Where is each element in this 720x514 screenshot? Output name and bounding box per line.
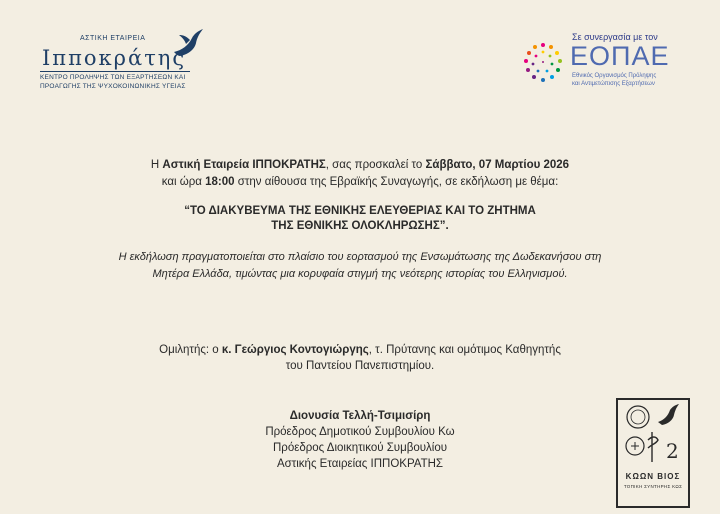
logo-divider (40, 71, 190, 72)
description-line-2: Μητέρα Ελλάδα, τιμώντας μια κορυφαία στιγμή της νεότερης ιστορίας του Ελληνισμού. (152, 268, 568, 280)
eopae-desc-1: Εθνικός Οργανισμός Πρόληψης (572, 73, 657, 79)
inv-date: Σάββατο, 07 Μαρτίου 2026 (425, 159, 570, 171)
inv-l1-a: Η (150, 159, 163, 171)
stamp-emblem-icon (618, 400, 688, 470)
inv-l1-c: , σας προσκαλεί το (325, 159, 426, 171)
logo-sub-line-2: ΠΡΟΑΓΩΓΗΣ ΤΗΣ ΨΥΧΟΚΟΙΝΩΝΙΚΗΣ ΥΓΕΙΑΣ (40, 83, 186, 90)
inv-l2-c: στην αίθουσα της Εβραϊκής Συναγωγής, σε εκδήλωση με θέμα: (234, 176, 559, 188)
event-title-line-2: ΤΗΣ ΕΘΝΙΚΗΣ ΟΛΟΚΛΗΡΩΣΗΣ”. (271, 220, 449, 232)
logo-sub-line-1: ΚΕΝΤΡΟ ΠΡΟΛΗΨΗΣ ΤΩΝ ΕΞΑΡΤΗΣΕΩΝ ΚΑΙ (40, 74, 186, 81)
invitation-line-1 (0, 157, 720, 173)
signature-role-1: Πρόεδρος Δημοτικού Συμβουλίου Κω (265, 426, 455, 438)
speaker-name: κ. Γεώργιος Κοντογιώργης (221, 344, 369, 356)
speaker-line-2: του Παντείου Πανεπιστημίου. (285, 360, 435, 372)
speaker-line-1 (0, 342, 720, 358)
inv-l2-a: και ώρα (161, 176, 206, 188)
eopae-logo (520, 32, 690, 92)
eopae-name: ΕΟΠΑΕ (570, 41, 670, 71)
koon-bios-stamp (616, 398, 690, 508)
eopae-desc-2: και Αντιμετώπισης Εξαρτήσεων (572, 81, 655, 87)
speaker-prefix: Ομιλητής: ο (159, 344, 222, 356)
signature-role-2: Πρόεδρος Διοικητικού Συμβουλίου (272, 442, 448, 454)
stamp-sub: ΤΟΠΙΚΗ ΣΥΝΤΗΡΗΣ ΚΩΣ (623, 484, 683, 489)
invitation-line-2 (0, 174, 720, 190)
description-line-1: Η εκδήλωση πραγματοποιείται στο πλαίσιο του εορτασμού της Ενσωμάτωσης της Δωδεκανήσου στη (118, 251, 602, 263)
inv-time: 18:00 (205, 176, 235, 188)
logo-small-top: ΑΣΤΙΚΗ ΕΤΑΙΡΕΙΑ (80, 35, 146, 42)
event-title-line-1: “ΤΟ ΔΙΑΚΥΒΕΥΜΑ ΤΗΣ ΕΘΝΙΚΗΣ ΕΛΕΥΘΕΡΙΑΣ ΚΑΙ ΤΟ ΖΗΤΗΜΑ (184, 205, 536, 217)
collab-label: Σε συνεργασία με τον (572, 32, 658, 42)
speaker-role: , τ. Πρύτανης και ομότιμος Καθηγητής (368, 344, 561, 356)
dots-ring-icon (520, 40, 566, 86)
svg-text:2: 2 (666, 439, 679, 463)
logo-name: Ιπποκράτης (42, 46, 187, 70)
stamp-brand: ΚΩΩΝ ΒΙΟΣ (625, 472, 681, 481)
hippocrates-logo (40, 30, 210, 92)
inv-org: Αστική Εταιρεία ΙΠΠΟΚΡΑΤΗΣ (162, 159, 326, 171)
signature-role-3: Αστικής Εταιρείας ΙΠΠΟΚΡΑΤΗΣ (276, 458, 444, 470)
signature-name: Διονυσία Τελλή-Τσιμισίρη (289, 410, 431, 422)
